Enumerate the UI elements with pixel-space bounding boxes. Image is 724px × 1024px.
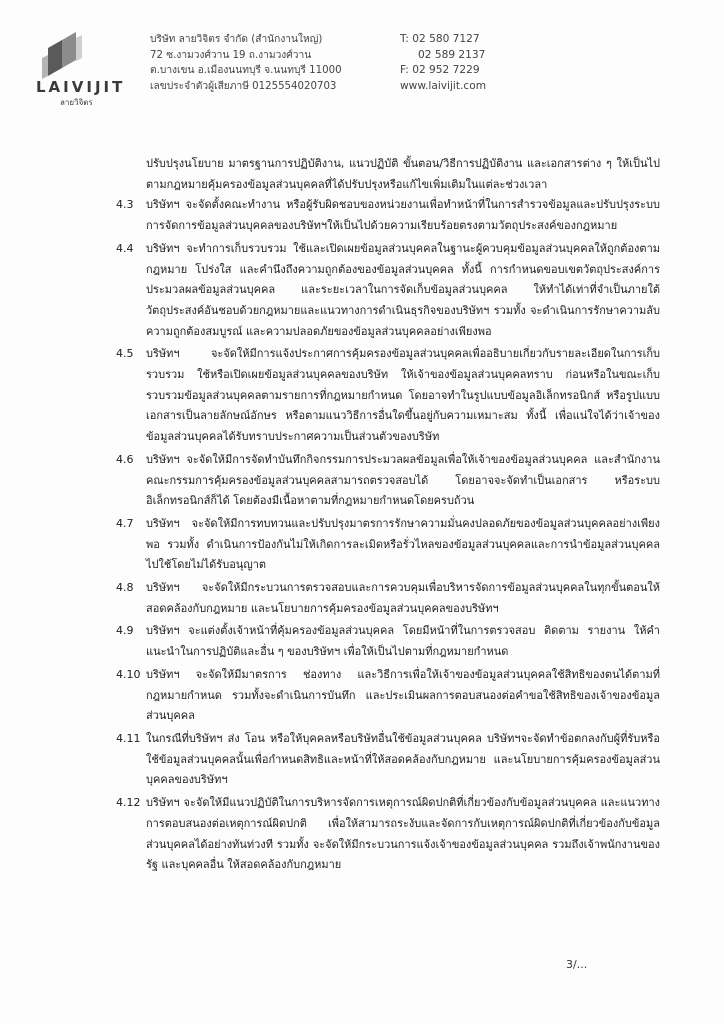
address-line-2: ต.บางเขน อ.เมืองนนทบุรี จ.นนทบุรี 11000 — [150, 65, 342, 77]
clause-number: 4.7 — [116, 516, 134, 530]
clause-text: บริษัทฯ จะจัดให้มีกระบวนการตรวจสอบและการควบคุมเพื่อบริหารจัดการข้อมูลส่วนบุคคลในทุกขั้นตอนให้สอดคล้องกับกฎหมาย และนโยบายการคุ้มครองข้อมูลส่วนบุคคลของบริษัทฯ — [146, 581, 660, 615]
clause-4-10 — [112, 665, 660, 727]
clause-4-5 — [112, 344, 660, 448]
clause-number: 4.11 — [116, 731, 141, 745]
address-line-1: 72 ซ.งามวงศ์วาน 19 ถ.งามวงศ์วาน — [150, 49, 312, 61]
clause-text: บริษัทฯ จะทำการเก็บรวบรวม ใช้และเปิดเผยข้อมูลส่วนบุคคลในฐานะผู้ควบคุมข้อมูลส่วนบุคคลให้ถูกต้องตามกฎหมาย โปร่งใส และคำนึงถึงความถูกต้องของข้อมูลส่วนบุคคล ทั้งนี้ การกำหนดขอบเขตวัตถุประสงค์การประมวลผลข้อมูลส่วนบุคคล และระยะเวลาในการจัดเก็บข้อมูลส่วนบุคคล ให้ทำได้เท่าที่จำเป็นภายใต้วัตถุประสงค์อันชอบด้วยกฎหมายและแนวทางการดำเนินธุรกิจของบริษัทฯ รวมทั้ง จะดำเนินการรักษาความลับ ความถูกต้องสมบูรณ์ และความปลอดภัยของข้อมูลส่วนบุคคลอย่างเพียงพอ — [146, 241, 660, 338]
clause-number: 4.10 — [116, 667, 141, 681]
fax: F: 02 952 7229 — [400, 64, 480, 77]
clause-number: 4.4 — [116, 241, 134, 255]
clause-text: บริษัทฯ จะจัดให้มีการแจ้งประกาศการคุ้มครองข้อมูลส่วนบุคคลเพื่ออธิบายเกี่ยวกับรายละเอียดในการเก็บรวบรวม ใช้หรือเปิดเผยข้อมูลส่วนบุคคลของบริษัท ให้เจ้าของข้อมูลส่วนบุคคลทราบ ก่อนหรือในขณะเก็บรวบรวมข้อมูลส่วนบุคคลตามรายการที่กฎหมายกำหนด โดยอาจทำในรูปแบบข้อมูลอิเล็กทรอนิกส์ หรือรูปแบบเอกสารเป็นลายลักษณ์อักษร หรือตามแนววิธีการอื่นใดขึ้นอยู่กับความเหมาะสม ทั้งนี้ เพื่อแน่ใจได้ว่าเจ้าของข้อมูลส่วนบุคคลได้รับทราบประกาศความเป็นส่วนตัวของบริษัท — [146, 347, 660, 444]
clause-number: 4.9 — [116, 624, 134, 638]
clause-text: ในกรณีที่บริษัทฯ ส่ง โอน หรือให้บุคคลหรือบริษัทอื่นใช้ข้อมูลส่วนบุคคล บริษัทฯจะจัดทำข้อตกลงกับผู้ที่รับหรือใช้ข้อมูลส่วนบุคคลนั้นเพื่อกำหนดสิทธิและหน้าที่ให้สอดคล้องกับกฎหมาย และนโยบายการคุ้มครองข้อมูลส่วนบุคคลของบริษัทฯ — [146, 731, 660, 787]
clause-text: บริษัทฯ จะจัดให้มีแนวปฏิบัติในการบริหารจัดการเหตุการณ์ผิดปกติที่เกี่ยวข้องกับข้อมูลส่วนบุคคล และแนวทางการตอบสนองต่อเหตุการณ์ผิดปกติ เพื่อให้สามารถระงับและจัดการกับเหตุการณ์ผิดปกติที่เกี่ยวข้องกับข้อมูลส่วนบุคคลได้อย่างทันท่วงที รวมทั้ง จะจัดให้มีกระบวนการแจ้งเจ้าของข้อมูลส่วนบุคคล รวมถึงเจ้าพนักงานของรัฐ และบุคคลอื่น ให้สอดคล้องกับกฎหมาย — [146, 796, 660, 872]
clause-number: 4.6 — [116, 452, 134, 466]
website-link[interactable]: www.laivijit.com — [400, 79, 487, 92]
clause-text: บริษัทฯ จะจัดให้มีมาตรการ ช่องทาง และวิธีการเพื่อให้เจ้าของข้อมูลส่วนบุคคลใช้สิทธิของตนได้ตามที่กฎหมายกำหนด รวมทั้งจะดำเนินการบันทึก และประเมินผลการตอบสนองต่อคำขอใช้สิทธิของเจ้าของข้อมูลส่วนบุคคล — [146, 667, 660, 723]
clause-text: บริษัทฯ จะจัดตั้งคณะทำงาน หรือผู้รับผิดชอบของหน่วยงานเพื่อทำหน้าที่ในการสำรวจข้อมูลและปรับปรุงระบบการจัดการข้อมูลส่วนบุคคลของบริษัทฯให้เป็นไปด้วยความเรียบร้อยตรงตามวัตถุประสงค์ของกฎหมาย — [146, 198, 660, 233]
clause-4-7 — [112, 514, 660, 576]
clause-4-4 — [112, 239, 660, 343]
clause-4-11 — [112, 729, 660, 791]
clause-4-8 — [112, 578, 660, 619]
logo-mark-icon — [34, 28, 124, 80]
clause-4-6 — [112, 450, 660, 512]
page-number: 3/... — [566, 958, 588, 971]
document-body — [112, 154, 660, 878]
intro-paragraph: ปรับปรุงนโยบาย มาตรฐานการปฏิบัติงาน, แนวปฏิบัติ ขั้นตอน/วิธีการปฏิบัติงาน และเอกสารต่าง ๆ ให้เป็นไปตามกฎหมายคุ้มครองข้อมูลส่วนบุคคลที่ได้ปรับปรุงหรือแก้ไขเพิ่มเติมในแต่ละช่วงเวลา — [146, 157, 660, 191]
clause-4-12 — [112, 793, 660, 876]
phone-1: T: 02 580 7127 — [400, 33, 480, 45]
clause-number: 4.8 — [116, 581, 134, 595]
contact-block — [400, 32, 550, 94]
clause-4-3 — [112, 195, 660, 236]
clause-text: บริษัทฯ จะจัดให้มีการจัดทำบันทึกกิจกรรมการประมวลผลข้อมูลเพื่อให้เจ้าของข้อมูลส่วนบุคคล และสำนักงานคณะกรรมการคุ้มครองข้อมูลส่วนบุคคลสามารถตรวจสอบได้ โดยอาจจะจัดทำเป็นเอกสาร หรือระบบอิเล็กทรอนิกส์ก็ได้ โดยต้องมีเนื้อหาตามที่กฎหมายกำหนดโดยครบถ้วน — [146, 452, 660, 508]
clause-text: บริษัทฯ จะแต่งตั้งเจ้าหน้าที่คุ้มครองข้อมูลส่วนบุคคล โดยมีหน้าที่ในการตรวจสอบ ติดตาม รายงาน ให้คำแนะนำในการปฏิบัติและอื่น ๆ ของบริษัทฯ เพื่อให้เป็นไปตามที่กฎหมายกำหนด — [146, 624, 660, 659]
logo-thai-name: ลายวิจิตร — [60, 98, 93, 107]
company-address-block — [150, 32, 390, 94]
phone-2: 02 589 2137 — [418, 48, 486, 61]
clause-number: 4.3 — [116, 198, 134, 212]
logo-wordmark: LAIVIJIT — [36, 78, 126, 96]
clause-4-9 — [112, 621, 660, 662]
clause-number: 4.5 — [116, 347, 134, 361]
clause-text: บริษัทฯ จะจัดให้มีการทบทวนและปรับปรุงมาตรการรักษาความมั่นคงปลอดภัยของข้อมูลส่วนบุคคลอย่างเพียงพอ รวมทั้ง ดำเนินการป้องกันไม่ให้เกิดการละเมิดหรือรั่วไหลของข้อมูลส่วนบุคคลและการนำข้อมูลส่วนบุคคลไปใช้โดยไม่ได้รับอนุญาต — [146, 516, 660, 572]
tax-id: เลขประจำตัวผู้เสียภาษี 0125554020703 — [150, 80, 337, 92]
company-name: บริษัท ลายวิจิตร จำกัด (สำนักงานใหญ่) — [150, 34, 323, 45]
clause-number: 4.12 — [116, 796, 141, 810]
